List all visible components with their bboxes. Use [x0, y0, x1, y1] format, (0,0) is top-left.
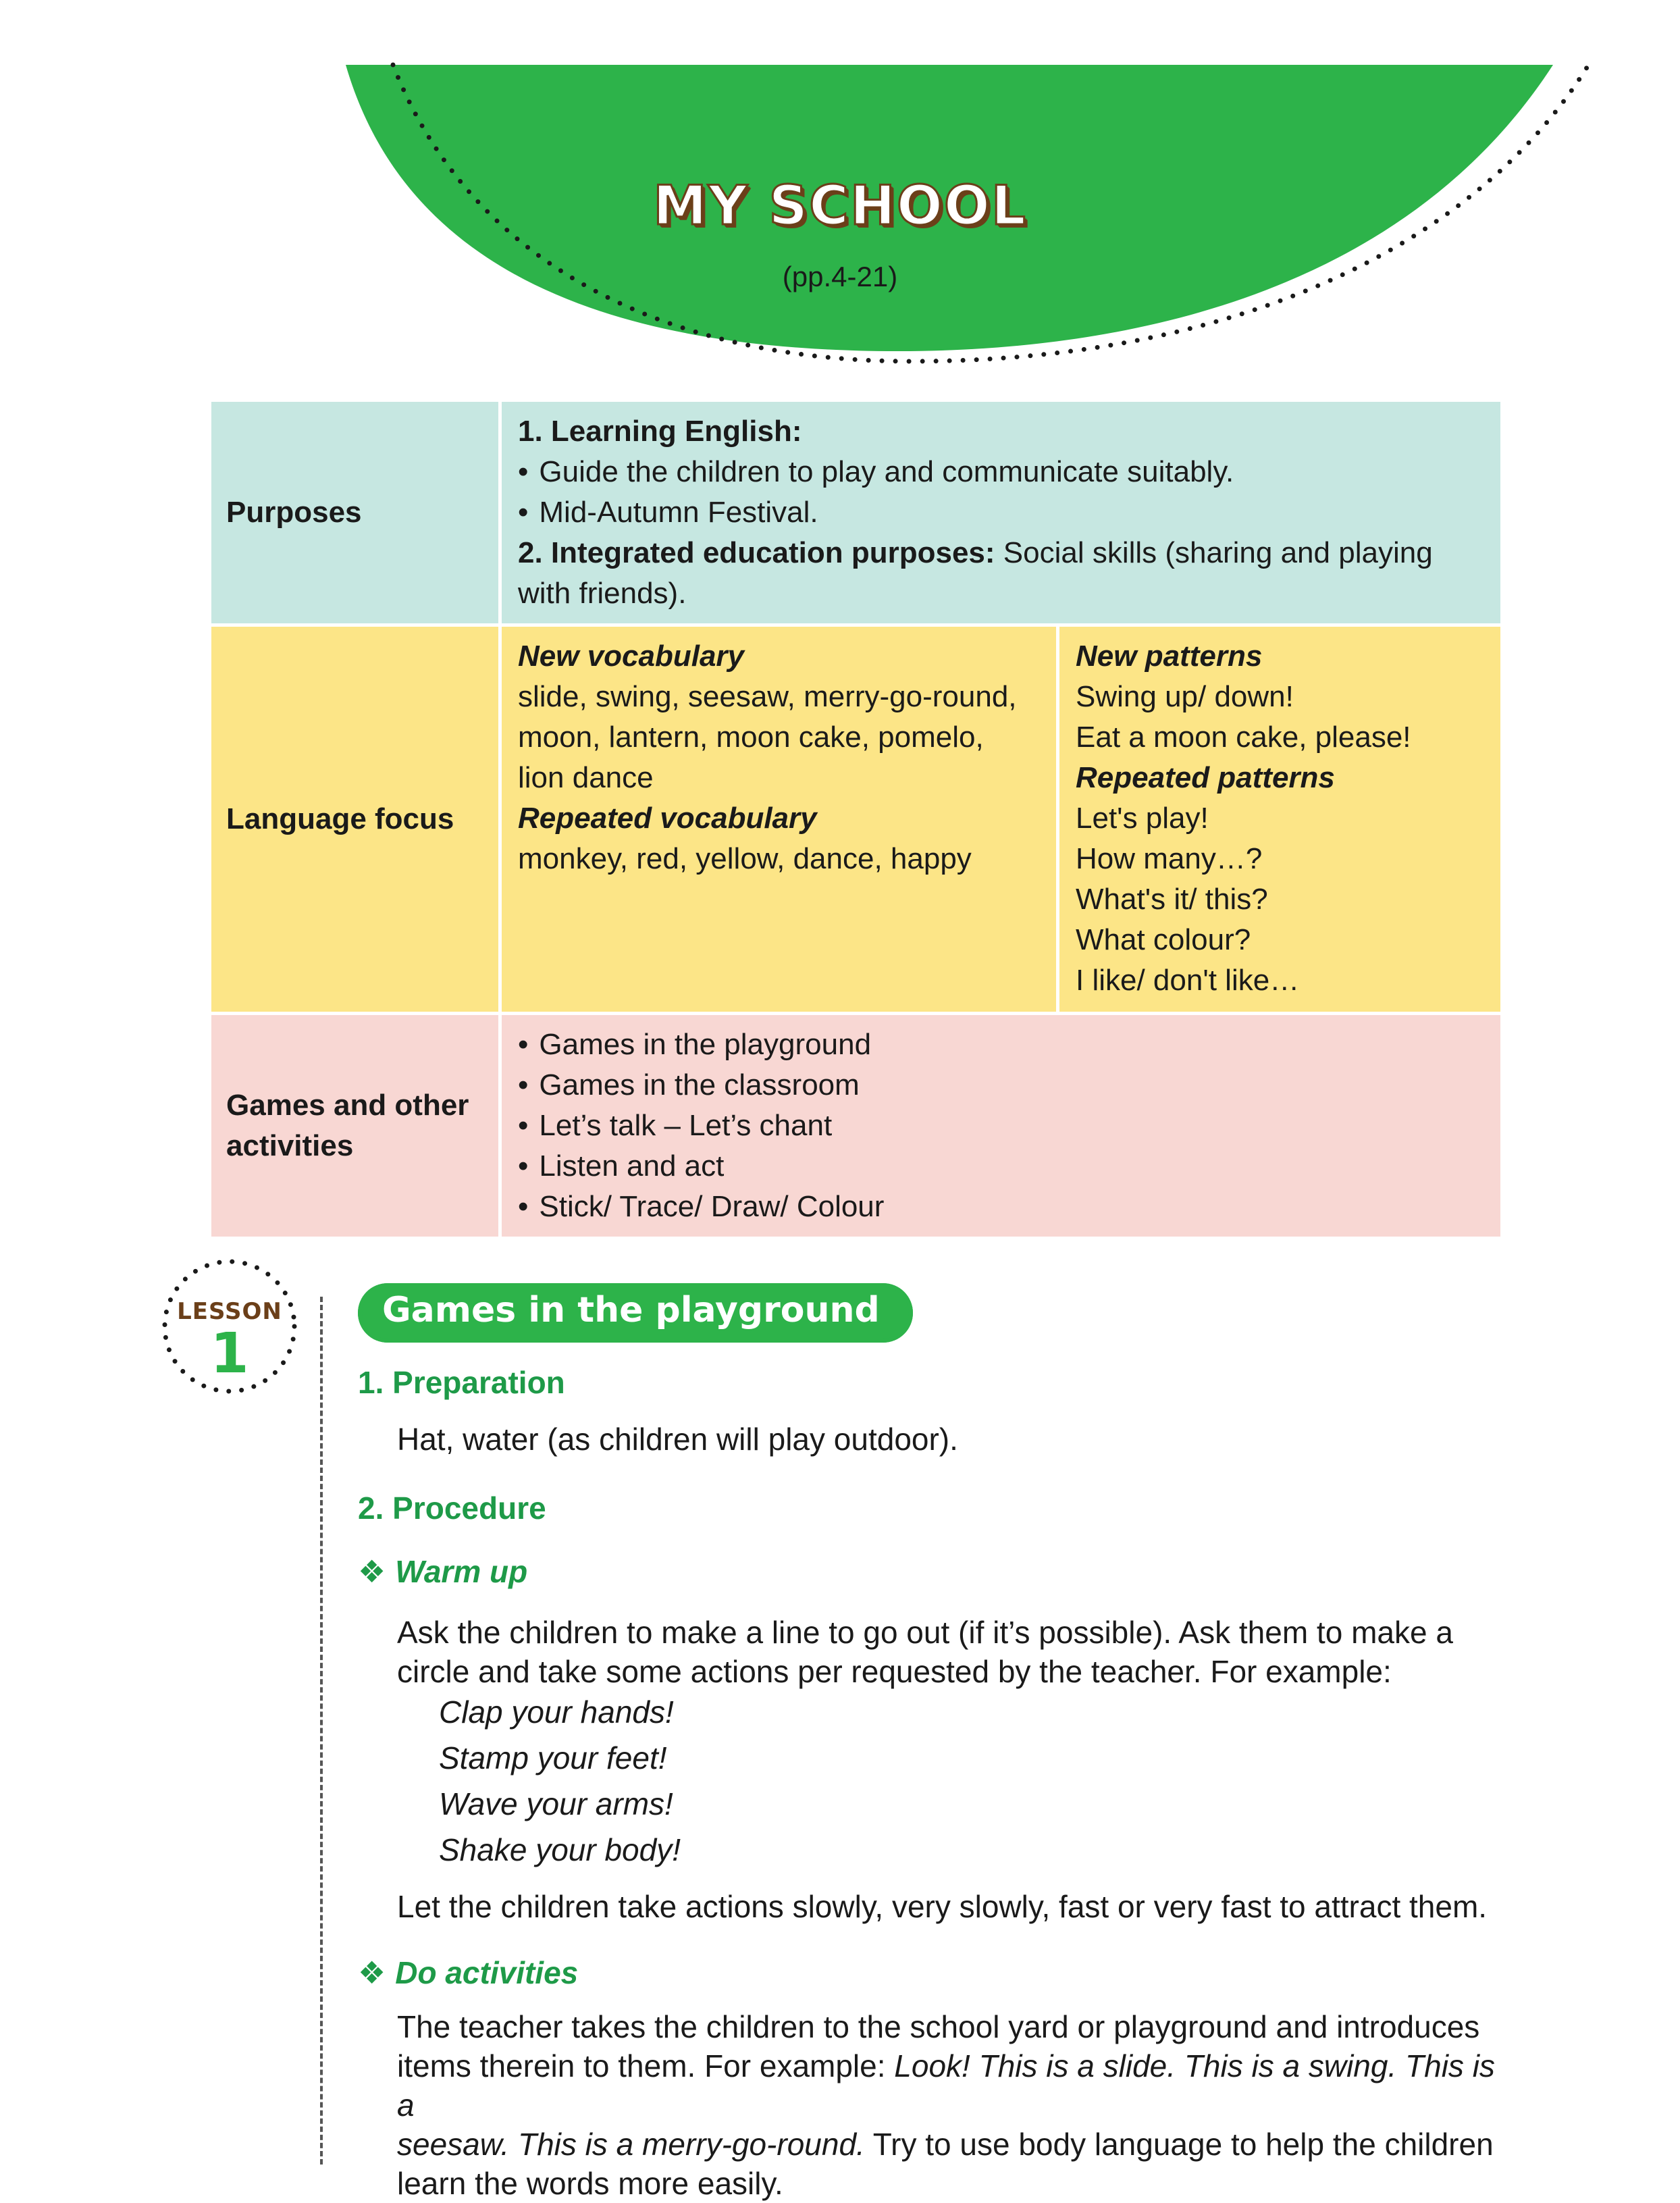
purposes-bullet: • Guide the children to play and communicate suitably.	[518, 452, 1484, 492]
purposes-bullet: • Mid-Autumn Festival.	[518, 492, 1484, 533]
activities-line: The teacher takes the children to the school yard or playground and introduces	[397, 2009, 1480, 2044]
games-item: • Let’s talk – Let’s chant	[518, 1106, 1484, 1146]
preparation-heading: 1. Preparation	[358, 1365, 565, 1400]
activities-example: seesaw. This is a merry-go-round.	[397, 2127, 865, 2162]
repeated-patterns-title: Repeated patterns	[1076, 761, 1335, 794]
lesson-title: Games in the playground	[382, 1290, 880, 1330]
warm-up-heading	[358, 1553, 527, 1590]
games-list	[500, 1014, 1502, 1239]
games-label-line: activities	[226, 1129, 354, 1162]
warm-up-line: Ask the children to make a line to go out (if it’s possible). Ask them to make a	[397, 1615, 1453, 1650]
warm-up-line: circle and take some actions per requested by the teacher. For example:	[397, 1654, 1392, 1689]
do-activities-heading	[358, 1954, 578, 1991]
repeated-pattern: What's it/ this?	[1076, 883, 1268, 916]
example-command: Wave your arms!	[439, 1786, 673, 1821]
new-pattern: Swing up/ down!	[1076, 680, 1294, 713]
do-activities-heading-text: Do activities	[395, 1955, 579, 1990]
games-item: • Games in the classroom	[518, 1065, 1484, 1106]
repeated-pattern: I like/ don't like…	[1076, 964, 1300, 997]
preparation-text: Hat, water (as children will play outdoor).	[397, 1422, 958, 1457]
games-label-line: Games and other	[226, 1089, 469, 1122]
games-row	[210, 1014, 1502, 1239]
activities-example: Look! This is a slide. This is a swing. This is a	[397, 2048, 1495, 2123]
unit-page-range: (pp.4-21)	[782, 261, 898, 292]
warm-up-after-text: Let the children take actions slowly, very slowly, fast or very fast to attract them.	[397, 1889, 1488, 1924]
new-vocab-title: New vocabulary	[518, 640, 745, 673]
procedure-heading: 2. Procedure	[358, 1491, 546, 1526]
new-vocab-line: slide, swing, seesaw, merry-go-round,	[518, 680, 1017, 713]
lesson-label: LESSON	[177, 1298, 282, 1325]
repeated-pattern: What colour?	[1076, 923, 1251, 956]
diamond-bullet-icon: ❖	[358, 1955, 386, 1990]
example-command: Shake your body!	[439, 1832, 681, 1867]
diamond-bullet-icon: ❖	[358, 1554, 386, 1589]
patterns-cell	[1058, 625, 1502, 1014]
language-focus-row	[210, 625, 1502, 1014]
overview-table	[208, 398, 1504, 1240]
integrated-text: Social skills (sharing and playing	[995, 536, 1433, 569]
activities-line: learn the words more easily.	[397, 2166, 783, 2201]
lesson-number: 1	[210, 1322, 249, 1386]
vocabulary-cell	[500, 625, 1058, 1014]
games-item: • Listen and act	[518, 1146, 1484, 1187]
activities-line	[397, 2046, 1504, 2125]
do-activities-text	[397, 2007, 1504, 2203]
purposes-label: Purposes	[210, 400, 500, 625]
new-vocab-line: lion dance	[518, 761, 654, 794]
repeated-pattern: Let's play!	[1076, 802, 1209, 835]
games-item: • Stick/ Trace/ Draw/ Colour	[518, 1187, 1484, 1227]
games-label	[210, 1014, 500, 1239]
repeated-vocab-title: Repeated vocabulary	[518, 802, 817, 835]
games-item: • Games in the playground	[518, 1025, 1484, 1065]
example-command: Stamp your feet!	[439, 1740, 667, 1776]
lesson-title-banner	[358, 1283, 913, 1343]
integrated-label: 2. Integrated education purposes:	[518, 536, 995, 569]
warm-up-heading-text: Warm up	[395, 1554, 528, 1589]
repeated-pattern: How many…?	[1076, 842, 1263, 875]
repeated-vocab-line: monkey, red, yellow, dance, happy	[518, 842, 972, 875]
new-pattern: Eat a moon cake, please!	[1076, 721, 1411, 754]
purposes-integrated-line	[518, 533, 1484, 573]
purposes-content	[500, 400, 1502, 625]
activities-text: items therein to them. For example:	[397, 2048, 895, 2083]
purposes-row	[210, 400, 1502, 625]
unit-title: MY SCHOOL	[653, 174, 1027, 237]
lesson-divider-line	[320, 1297, 323, 2165]
new-vocab-line: moon, lantern, moon cake, pomelo,	[518, 721, 984, 754]
warm-up-text	[397, 1613, 1504, 1691]
purposes-learning-english: 1. Learning English:	[518, 415, 802, 448]
activities-line	[397, 2125, 1504, 2164]
example-command: Clap your hands!	[439, 1694, 674, 1730]
new-patterns-title: New patterns	[1076, 640, 1263, 673]
activities-text: Try to use body language to help the children	[864, 2127, 1494, 2162]
language-focus-label: Language focus	[210, 625, 500, 1014]
purposes-integrated-cont: with friends).	[518, 577, 687, 610]
